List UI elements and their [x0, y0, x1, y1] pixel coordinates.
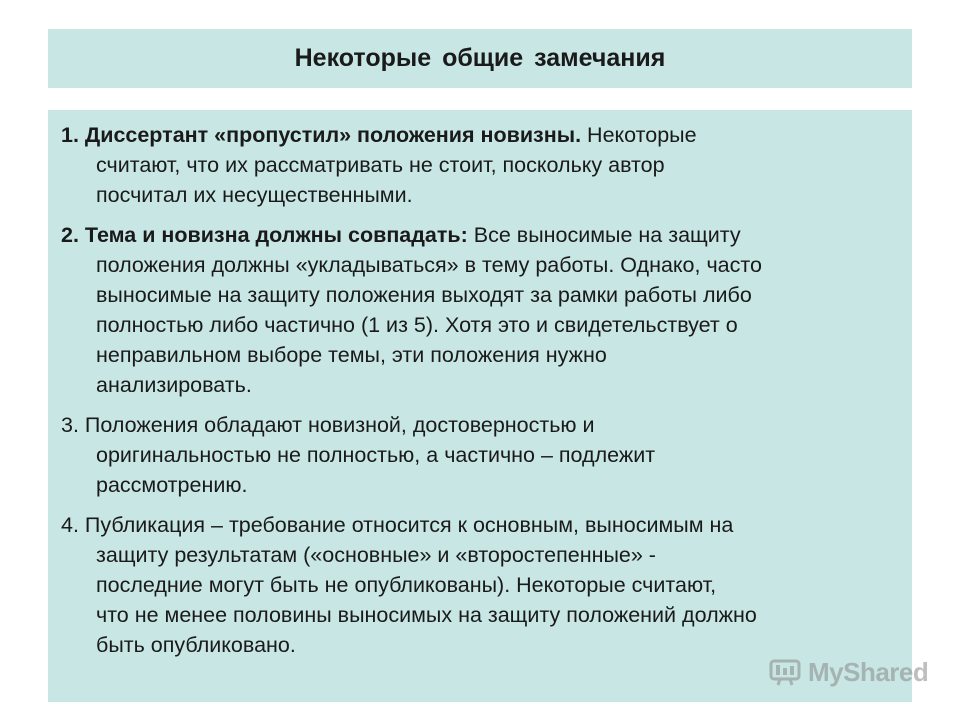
item-2-line-4: полностью либо частично (1 из 5). Хотя это и свидетельствует о: [96, 313, 738, 337]
item-2-line-6: анализировать.: [96, 373, 252, 397]
slide-title: Некоторые общие замечания: [294, 44, 666, 72]
list-item-1: [61, 120, 898, 210]
slide-title-bar: [48, 29, 912, 88]
item-4-line-5: быть опубликовано.: [96, 633, 296, 657]
item-2-line-2: положения должны «укладываться» в тему работы. Однако, часто: [96, 253, 762, 277]
item-4-line-2: защиту результатам («основные» и «второстепенные» -: [96, 543, 656, 567]
list-item-2: [61, 220, 898, 400]
item-4-line-3: последние могут быть не опубликованы). Некоторые считают,: [96, 573, 717, 597]
item-4-line-1: 4. Публикация – требование относится к основным, выносимым на: [61, 513, 734, 537]
item-3-line-1: 3. Положения обладают новизной, достоверностью и: [61, 413, 595, 437]
item-1-line-3: посчитал их несущественными.: [96, 183, 413, 207]
item-1-line-2: считают, что их рассматривать не стоит, поскольку автор: [96, 153, 665, 177]
watermark-text: MyShared: [808, 656, 929, 687]
item-4-line-4: что не менее половины выносимых на защиту положений должно: [96, 603, 757, 627]
item-2-line-3: выносимые на защиту положения выходят за рамки работы либо: [96, 283, 752, 307]
item-1-line-1: 1. Диссертант «пропустил» положения новизны. Некоторые: [61, 123, 697, 147]
item-2-line-5: неправильном выборе темы, эти положения нужно: [96, 343, 607, 367]
myshared-watermark: [768, 654, 928, 690]
list-item-4: [61, 510, 898, 660]
list-item-3: [61, 410, 898, 500]
item-2-line-1: 2. Тема и новизна должны совпадать: Все выносимые на защиту: [61, 223, 741, 247]
content-box: [48, 110, 912, 702]
item-3-line-2: оригинальностью не полностью, а частично – подлежит: [96, 443, 656, 467]
item-3-line-3: рассмотрению.: [96, 473, 248, 497]
myshared-logo-icon: [768, 657, 802, 687]
